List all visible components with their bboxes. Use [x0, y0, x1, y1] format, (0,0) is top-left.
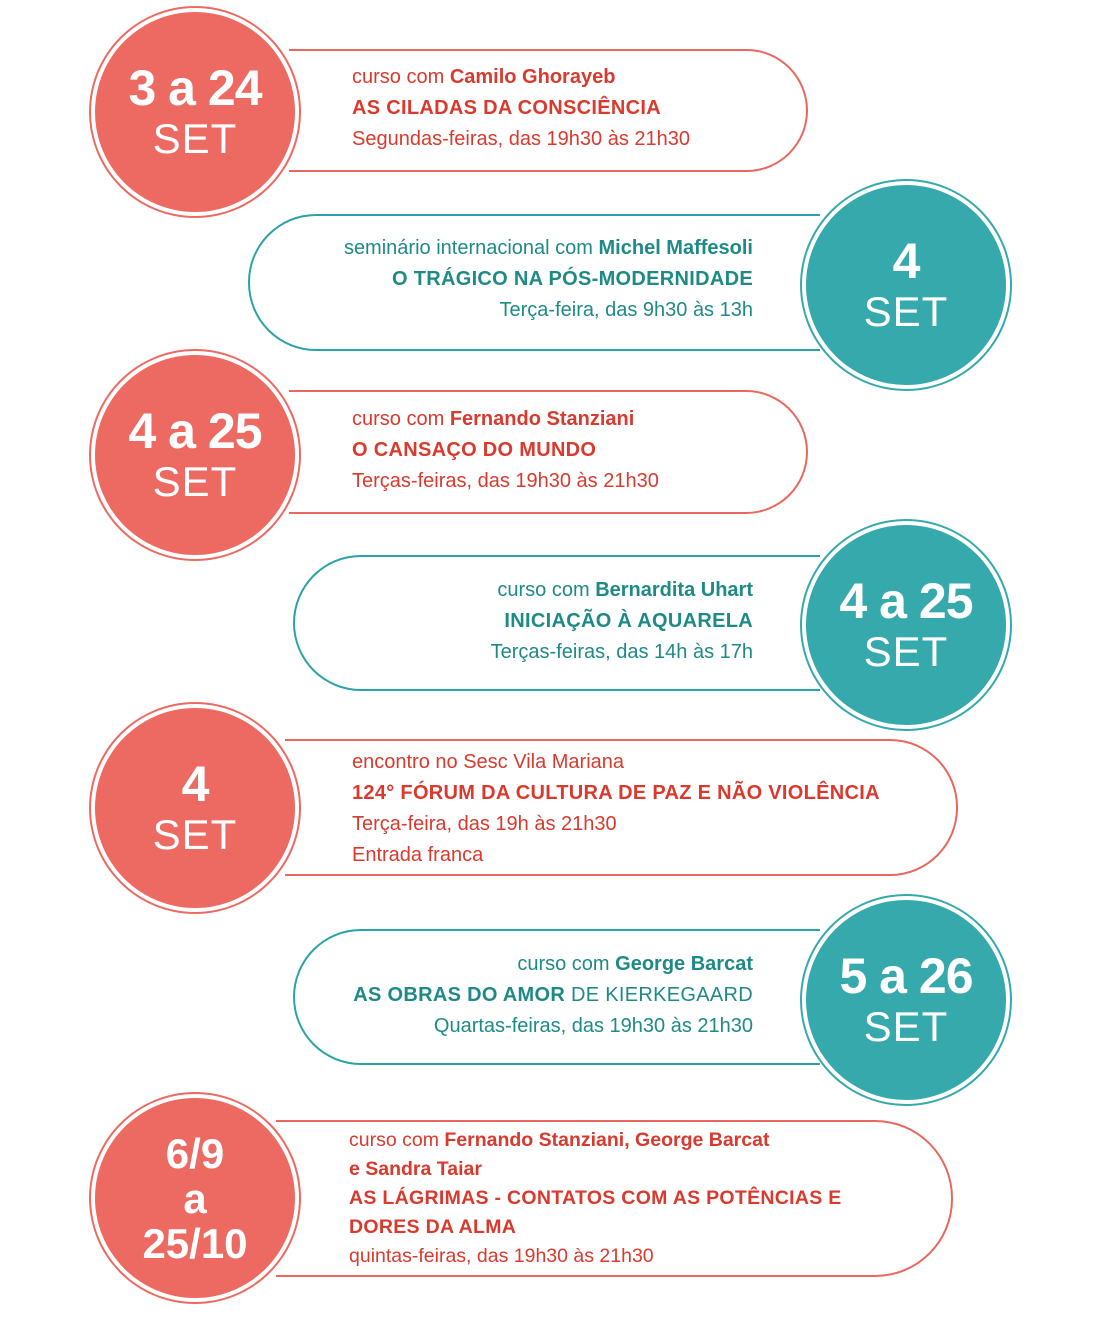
event-type-line — [352, 404, 659, 435]
date-range: 3 a 24 — [128, 60, 262, 116]
event-speaker: George Barcat — [615, 953, 753, 975]
date-month: SET — [152, 811, 238, 858]
date-badge — [806, 900, 1006, 1100]
event-text — [353, 949, 753, 1042]
event-speaker: Fernando Stanziani — [449, 408, 635, 430]
event-title-line1: AS LÁGRIMAS - CONTATOS COM AS POTÊNCIAS E — [349, 1187, 842, 1209]
event-admission: Entrada franca — [352, 844, 484, 866]
event-speaker: Bernardita Uhart — [595, 579, 753, 601]
event-schedule: Terças-feiras, das 19h30 às 21h30 — [352, 470, 659, 492]
event-text — [352, 62, 690, 155]
date-month: SET — [863, 1003, 949, 1050]
event-text — [349, 1126, 842, 1271]
date-badge — [95, 355, 295, 555]
event-title-main: AS OBRAS DO AMOR — [353, 984, 566, 1006]
event-title — [353, 980, 753, 1011]
date-connector: a — [183, 1174, 207, 1222]
event-text — [352, 747, 880, 871]
event-type-line — [491, 575, 753, 606]
event-type-line — [353, 949, 753, 980]
event-speaker: Camilo Ghorayeb — [449, 66, 616, 88]
event-schedule: quintas-feiras, das 19h30 às 21h30 — [349, 1245, 654, 1267]
event-type-line — [352, 747, 880, 778]
event-text — [344, 233, 753, 326]
event-type: encontro no — [352, 751, 458, 773]
event-venue: Sesc Vila Mariana — [463, 751, 625, 773]
event-type: curso com — [517, 953, 610, 975]
event-speakers: Fernando Stanziani, George Barcat — [444, 1129, 770, 1151]
date-month: SET — [863, 628, 949, 675]
event-title: O CANSAÇO DO MUNDO — [352, 439, 597, 461]
event-type: seminário internacional com — [343, 237, 593, 259]
date-end: 25/10 — [142, 1219, 248, 1267]
event-schedule: Quartas-feiras, das 19h30 às 21h30 — [433, 1015, 753, 1037]
event-schedule: Terça-feira, das 9h30 às 13h — [499, 299, 753, 321]
date-range: 4 — [181, 756, 209, 812]
event-text — [491, 575, 753, 668]
event-title: 124° FÓRUM DA CULTURA DE PAZ E NÃO VIOLÊNCIA — [352, 782, 880, 804]
date-month: SET — [152, 458, 238, 505]
event-type: curso com — [349, 1129, 439, 1151]
date-range: 5 a 26 — [839, 948, 973, 1004]
event-type-line — [344, 233, 753, 264]
date-badge — [806, 525, 1006, 725]
date-month: SET — [152, 115, 238, 162]
event-title-line2: DORES DA ALMA — [349, 1216, 517, 1238]
event-type: curso com — [352, 408, 445, 430]
event-title: AS CILADAS DA CONSCIÊNCIA — [352, 97, 661, 119]
date-range: 4 — [892, 233, 920, 289]
event-schedule: Terças-feiras, das 14h às 17h — [490, 641, 753, 663]
date-range: 4 a 25 — [839, 573, 973, 629]
date-badge — [95, 12, 295, 212]
event-type-line — [352, 62, 690, 93]
event-speaker: Michel Maffesoli — [598, 237, 753, 259]
event-type: curso com — [497, 579, 590, 601]
date-start: 6/9 — [165, 1129, 225, 1177]
event-speakers-cont: e Sandra Taiar — [349, 1158, 482, 1180]
date-month: SET — [863, 288, 949, 335]
date-badge — [95, 1098, 295, 1298]
event-schedule: Terça-feira, das 19h às 21h30 — [352, 813, 617, 835]
date-range: 4 a 25 — [128, 403, 262, 459]
date-badge — [95, 708, 295, 908]
event-text — [352, 404, 659, 497]
event-title: INICIAÇÃO À AQUARELA — [504, 610, 753, 632]
event-schedule: Segundas-feiras, das 19h30 às 21h30 — [352, 128, 691, 150]
event-type-line — [349, 1126, 842, 1155]
event-title: O TRÁGICO NA PÓS-MODERNIDADE — [392, 268, 753, 290]
date-badge — [806, 185, 1006, 385]
event-title-rest: DE KIERKEGAARD — [565, 984, 753, 1006]
event-type: curso com — [352, 66, 445, 88]
